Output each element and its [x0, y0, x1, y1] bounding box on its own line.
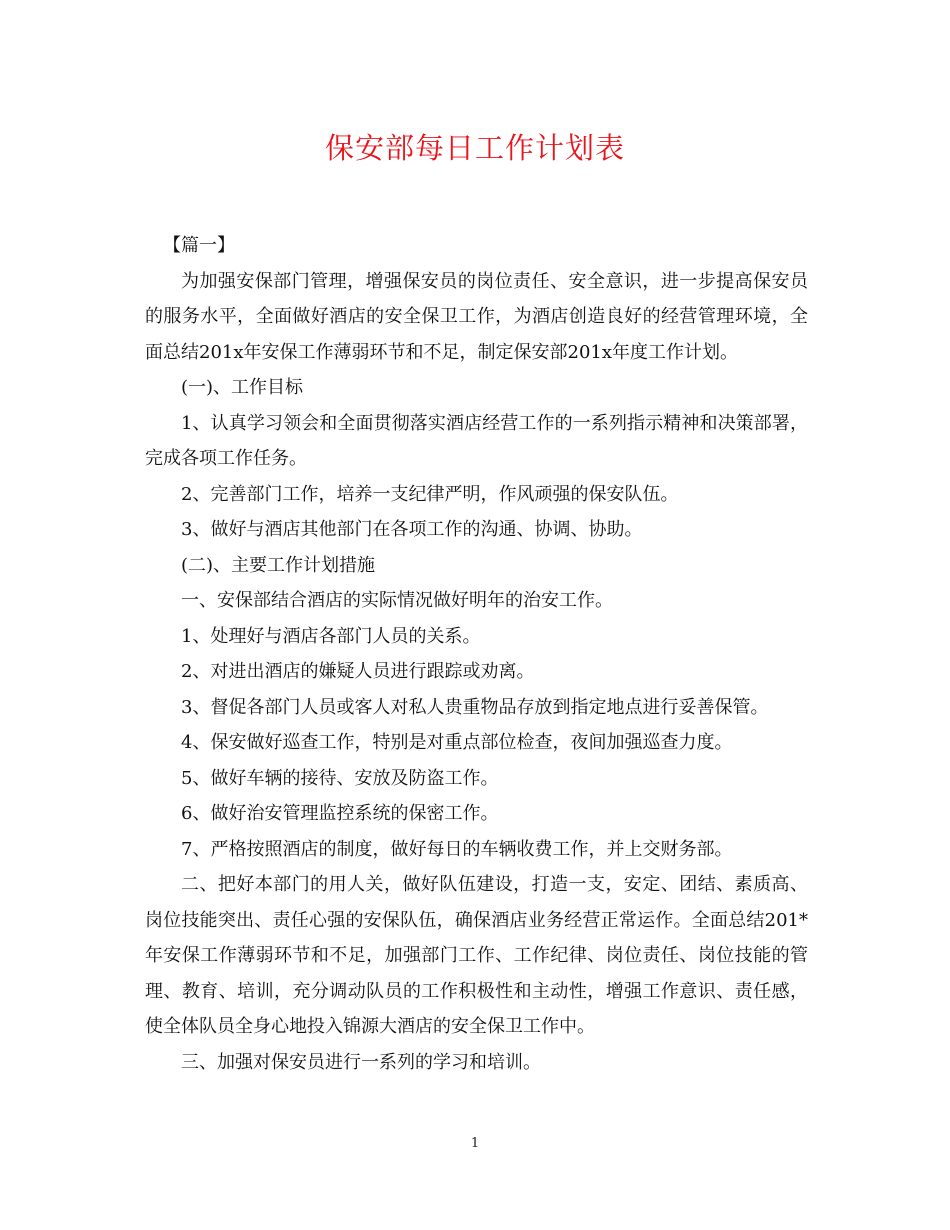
paragraph-measure-3: 三、加强对保安员进行一系列的学习和培训。 [181, 1051, 541, 1073]
paragraph-heading-measures: (二)、主要工作计划措施 [181, 554, 376, 576]
paragraph-goal-3: 3、做好与酒店其他部门在各项工作的沟通、协调、协助。 [181, 519, 643, 540]
paragraph-heading-goals: (一)、工作目标 [181, 377, 304, 398]
paragraph-goal-2: 2、完善部门工作，培养一支纪律严明，作风顽强的保安队伍。 [181, 483, 679, 505]
paragraph-intro: 为加强安保部门管理，增强保安员的岗位责任、安全意识，进一步提高保安员的服务水平，全面做好酒店的安全保卫工作，为酒店创造良好的经营管理环境，全面总结201x年安保工作薄弱环节和不足，制定保安部201x年度工作计划。 [145, 270, 808, 363]
paragraph-item-7: 7、严格按照酒店的制度，做好每日的车辆收费工作，并上交财务部。 [181, 838, 733, 860]
section-heading: 【篇一】 [163, 235, 235, 256]
paragraph-goal-1: 1、认真学习领会和全面贯彻落实酒店经营工作的一系列指示精神和决策部署，完成各项工作任务。 [145, 412, 808, 469]
paragraph-item-6: 6、做好治安管理监控系统的保密工作。 [181, 803, 499, 824]
document-body [145, 228, 808, 1080]
paragraph-item-1: 1、处理好与酒店各部门人员的关系。 [181, 625, 481, 647]
paragraph-item-3: 3、督促各部门人员或客人对私人贵重物品存放到指定地点进行妥善保管。 [181, 696, 769, 718]
paragraph-measure-1: 一、安保部结合酒店的实际情况做好明年的治安工作。 [181, 590, 613, 611]
paragraph-item-5: 5、做好车辆的接待、安放及防盗工作。 [181, 767, 499, 789]
document-title: 保安部每日工作计划表 [324, 131, 625, 165]
paragraph-item-4: 4、保安做好巡查工作，特别是对重点部位检查，夜间加强巡查力度。 [181, 732, 733, 753]
paragraph-item-2: 2、对进出酒店的嫌疑人员进行跟踪或劝离。 [181, 661, 535, 682]
paragraph-measure-2: 二、把好本部门的用人关，做好队伍建设，打造一支，安定、团结、素质高、岗位技能突出、责任心强的安保队伍，确保酒店业务经营正常运作。全面总结201*年安保工作薄弱环节和不足，加强部门工作、工作纪律、岗位责任、岗位技能的管理、教育、培训，充分调动队员的工作积极性和主动性，增强工作意识、责任感，使全体队员全身心地投入锦源大酒店的安全保卫工作中。 [145, 874, 808, 1037]
page-number: 1 [470, 1136, 480, 1151]
